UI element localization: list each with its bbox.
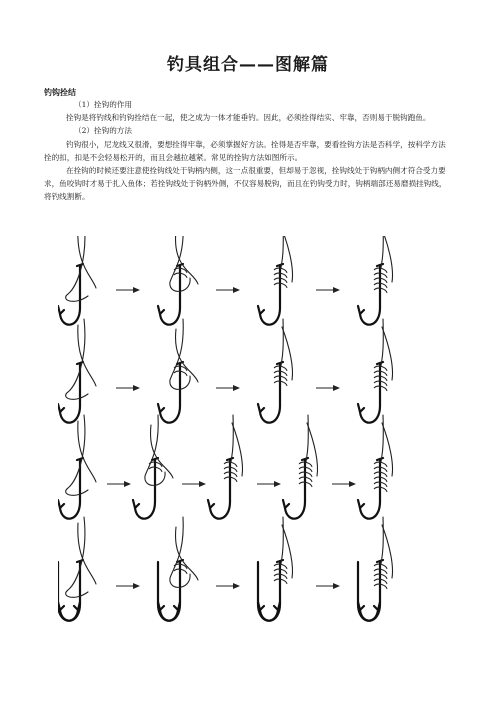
arrow-right-icon [182, 481, 206, 487]
arrow-right-icon [316, 287, 340, 293]
document-body [44, 98, 452, 204]
paragraph-purpose: 拴钩是将钓线和钓钩拴结在一起，使之成为一体才能垂钓。因此，必须拴得结实、牢靠，否则易于脱钩跑鱼。 [66, 113, 431, 123]
arrow-right-icon [332, 481, 356, 487]
fishing-line [170, 517, 198, 587]
fishing-line [381, 236, 393, 282]
arrow-right-icon [107, 481, 131, 487]
arrow-right-icon [316, 385, 340, 391]
paragraph-caution: 在拴钩的时候还要注意使拴钩线处于钩柄内侧，这一点很重要，但却易于忽视，拴钩线处于钩柄内侧才符合受力要求，鱼咬钩时才易于扎入鱼体；若拴钩线处于钩柄外侧，不仅容易脱钩，而且在钓钩受力时，钩柄端部还易磨损挂钩线，将钓线割断。 [44, 166, 447, 202]
page-title: 钓具组合——图解篇 [167, 55, 329, 75]
arrow-right-icon [216, 287, 240, 293]
fishing-line [281, 236, 293, 282]
arrow-right-icon [216, 385, 240, 391]
fishing-line [145, 415, 173, 485]
arrow-right-icon [116, 385, 140, 391]
knot-diagram [58, 236, 394, 632]
fishing-line [170, 319, 198, 389]
arrow-right-icon [257, 481, 281, 487]
arrow-right-icon [316, 583, 340, 589]
arrow-right-icon [116, 583, 140, 589]
subheading-purpose: （1）拴钩的作用 [74, 100, 132, 109]
arrow-right-icon [216, 583, 240, 589]
arrow-right-icon [116, 287, 140, 293]
section-heading: 钓钩拴结 [44, 87, 76, 97]
subheading-method: （2）拴钩的方法 [74, 126, 132, 136]
knot-diagram-figure [58, 236, 394, 632]
paragraph-method: 钓钩很小，尼龙线又很滑，要想拴得牢靠，必须掌握好方法。拴得是否牢靠，要看拴钩方法是否科学，按科学方法拴的扣，扣是不会轻易松开的，而且会越拉越紧。常见的拴钩方法如图所示。 [44, 139, 446, 162]
